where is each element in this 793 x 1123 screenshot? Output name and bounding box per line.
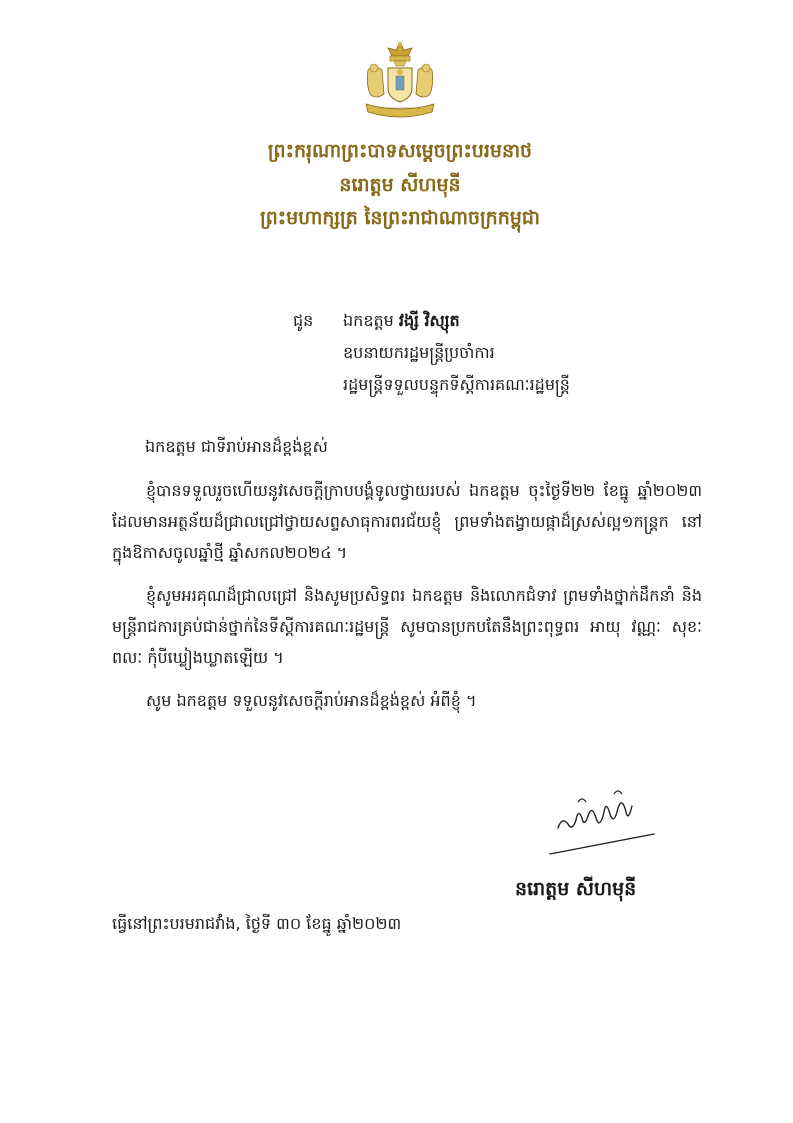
addressee-name: វង្សី វិស្សុត: [398, 311, 460, 330]
handwritten-signature: [548, 778, 658, 858]
addressee-line2: ឧបនាយករដ្ឋមន្ត្រីប្រចាំការ: [343, 343, 495, 362]
addressee-line3: រដ្ឋមន្ត្រីទទួលបន្ទុកទីស្តីការគណៈរដ្ឋមន្ត្រី: [343, 375, 570, 394]
body-paragraph-1: ខ្ញុំបានទទួលរួចហើយនូវសេចក្តីក្រាបបង្គំទូលថ្វាយរបស់ ឯកឧត្តម ចុះថ្ងៃទី២២ ខែធ្នូ ឆ្នាំ២០២៣ ដែលមានអត្ថន័យដ៏ជ្រាលជ្រៅថ្វាយសព្ទសាធុការពរជ័យខ្ញុំ ព្រមទាំងតង្វាយផ្កាដ៏ស្រស់ល្អ១កន្ត្រក នៅក្នុងឱកាសចូលឆ្នាំថ្មី ឆ្នាំសកល២០២៤ ។: [112, 481, 702, 562]
to-label: ជូន: [293, 311, 314, 330]
signatory-name: នរោត្តម សីហមុនី: [515, 878, 637, 900]
place-and-date: ធ្វើនៅព្រះបរមរាជវាំង, ថ្ងៃទី ៣០ ខែធ្នូ ឆ្នាំ២០២៣: [112, 914, 402, 933]
addressee-lines: [343, 313, 733, 409]
addressee-title: ឯកឧត្តម: [343, 311, 394, 330]
royal-title-line3: ព្រះមហាក្សត្រ នៃព្រះរាជាណាចក្រកម្ពុជា: [260, 207, 540, 229]
body-paragraph-2: ខ្ញុំសូមអរគុណដ៏ជ្រាលជ្រៅ និងសូមប្រសិទ្ធពរ ឯកឧត្តម និងលោកជំទាវ ព្រមទាំងថ្នាក់ដឹកនាំ និងមន្ត្រីរាជការគ្រប់ជាន់ថ្នាក់នៃទីស្តីការគណៈរដ្ឋមន្ត្រី សូមបានប្រកបតែនឹងព្រះពុទ្ធពរ អាយុ វណ្ណៈ សុខៈ ពលៈ កុំបីឃ្លៀងឃ្លាតឡើយ ។: [112, 586, 702, 667]
royal-title-line1: ព្រះករុណាព្រះបាទសម្តេចព្រះបរមនាថ: [267, 140, 533, 162]
body-paragraph-3: សូម ឯកឧត្តម ទទួលនូវសេចក្តីរាប់អានដ៏ខ្ពង់ខ្ពស់ អំពីខ្ញុំ ។: [146, 691, 477, 710]
salutation: ឯកឧត្តម ជាទីរាប់អានដ៏ខ្ពង់ខ្ពស់: [145, 437, 328, 456]
addressee-line1: [343, 313, 733, 345]
royal-coat-of-arms-icon: [360, 40, 440, 124]
royal-name: នរោត្តម សីហមុនី: [339, 174, 461, 196]
